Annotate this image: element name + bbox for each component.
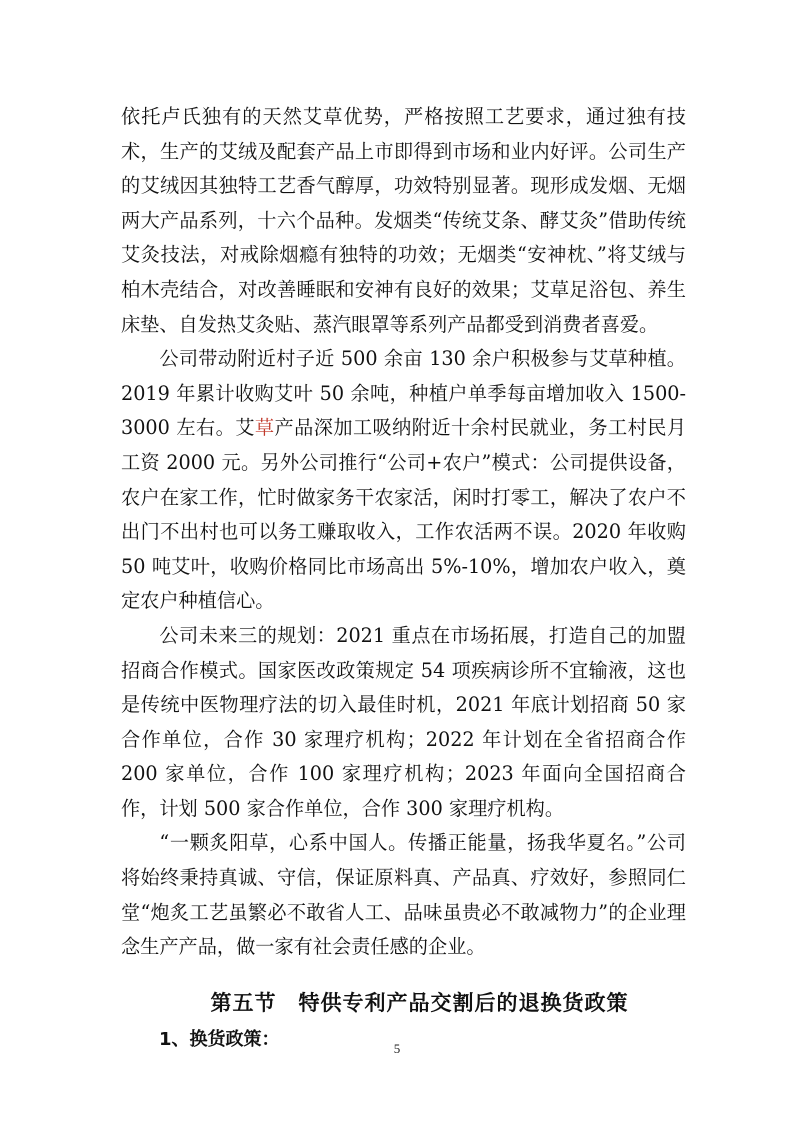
document-body: [121, 100, 686, 1055]
section-title: 第五节 特供专利产品交割后的退换货政策: [210, 990, 629, 1015]
paragraph-village-text-2: 产品深加工吸纳附近十余村民就业，务工村民月工资 2000 元。另外公司推行“公司+农户”模式：公司提供设备，农户在家工作，忙时做家务干农家活，闲时打零工，解决了农户不出门不出村也可以务工赚取收入，工作农活两不误。2020 年收购 50 吨艾叶，收购价格同比市场高出 5%-10%，增加农户收入，奠定农户种植信心。: [121, 416, 687, 613]
paragraph-village-cooperation: [121, 342, 686, 619]
paragraph-future-plan: 公司未来三的规划：2021 重点在市场拓展，打造自己的加盟招商合作模式。国家医改政策规定 54 项疾病诊所不宜输液，这也是传统中医物理疗法的切入最佳时机，2021 年底计划招商 50 家合作单位，合作 30 家理疗机构；2022 年计划在全省招商合作 200 家单位，合作 100 家理疗机构；2023 年面向全国招商合作，计划 500 家合作单位，合作 300 家理疗机构。: [121, 623, 686, 820]
highlighted-character: 草: [254, 416, 275, 440]
paragraph-products: 依托卢氏独有的天然艾草优势，严格按照工艺要求，通过独有技术，生产的艾绒及配套产品上市即得到市场和业内好评。公司生产的艾绒因其独特工艺香气醇厚，功效特别显著。现形成发烟、无烟两大产品系列，十六个品种。发烟类“传统艾条、酵艾灸”借助传统艾灸技法，对戒除烟瘾有独特的功效；无烟类“安神枕、”将艾绒与柏木壳结合，对改善睡眠和安神有良好的效果；艾草足浴包、养生床垫、自发热艾灸贴、蒸汽眼罩等系列产品都受到消费者喜爱。: [121, 105, 686, 336]
subsection-title: 1、换货政策：: [159, 1028, 280, 1050]
paragraph-village-text-1: 公司带动附近村子近 500 余亩 130 余户积极参与艾草种植。2019 年累计收购艾叶 50 余吨，种植户单季每亩增加收入 1500-3000 左右。艾: [121, 347, 686, 440]
paragraph-philosophy: “一颗炙阳草，心系中国人。传播正能量，扬我华夏名。”公司将始终秉持真诚、守信，保证原料真、产品真、疗效好，参照同仁堂“炮炙工艺虽繁必不敢省人工、品味虽贵必不敢减物力”的企业理念生产产品，做一家有社会责任感的企业。: [121, 831, 686, 959]
page-number: 5: [393, 1041, 401, 1056]
